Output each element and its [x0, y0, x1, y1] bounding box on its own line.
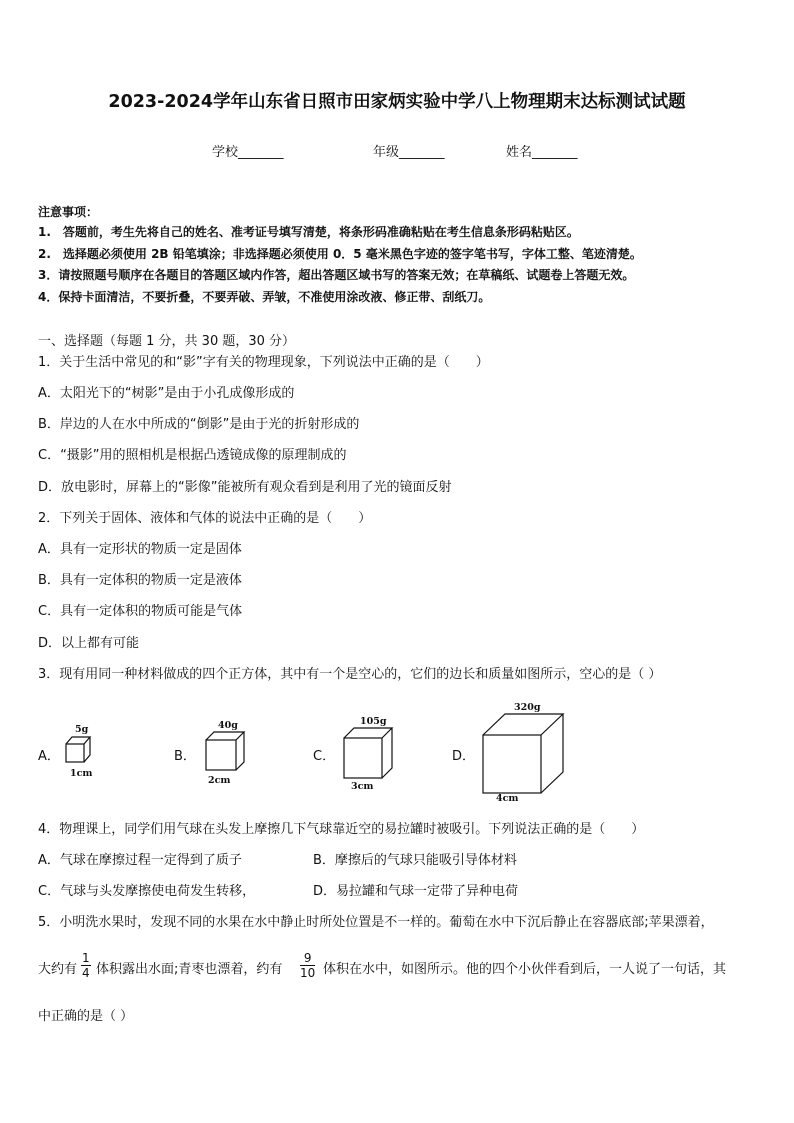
q1-option-b: B．岸边的人在水中所成的“倒影”是由于光的折射形成的 [38, 417, 360, 432]
cube-c [344, 728, 392, 778]
q3-b-edge: 2cm [208, 775, 231, 786]
notice-item-4: 4．保持卡面清洁，不要折叠，不要弄破、弄皱，不准使用涂改液、修正带、刮纸刀。 [38, 290, 491, 304]
q1-option-d: D．放电影时，屏幕上的“影像”能被所有观众看到是利用了光的镜面反射 [38, 480, 452, 495]
q5-text-c: 体积在水中，如图所示。他的四个小伙伴看到后，一人说了一句话，其 [323, 962, 727, 977]
q4-option-d: D．易拉罐和气球一定带了异种电荷 [313, 884, 519, 899]
q5-line-3: 中正确的是（ ） [38, 1009, 134, 1024]
q2-stem: 2．下列关于固体、液体和气体的说法中正确的是（ ） [38, 511, 372, 526]
q3-d-mass: 320g [514, 702, 541, 713]
q2-option-c: C．具有一定体积的物质可能是气体 [38, 604, 243, 619]
q5-line-1: 5．小明洗水果时，发现不同的水果在水中静止时所处位置是不一样的。葡萄在水中下沉后静止在容器底部;苹果漂着， [38, 915, 714, 930]
q2-option-d: D．以上都有可能 [38, 636, 140, 651]
notice-heading: 注意事项： [38, 205, 99, 219]
q5-frac2-denominator: 10 [300, 966, 316, 980]
q3-option-a-label: A． [38, 749, 60, 764]
cube-d [483, 714, 563, 793]
q5-text-b: 体积露出水面;青枣也漂着，约有 [96, 962, 283, 977]
q3-c-edge: 3cm [351, 781, 374, 792]
q3-c-mass: 105g [360, 716, 387, 727]
name-field: 姓名_______ [506, 145, 578, 160]
q3-a-mass: 5g [75, 724, 89, 735]
q3-option-b-label: B． [174, 749, 196, 764]
q4-option-c: C．气球与头发摩擦使电荷发生转移， [38, 884, 256, 899]
q2-option-a: A．具有一定形状的物质一定是固体 [38, 542, 242, 557]
q1-stem: 1．关于生活中常见的和“影”字有关的物理现象，下列说法中正确的是（ ） [38, 355, 489, 370]
q3-a-edge: 1cm [70, 768, 93, 779]
q5-frac2-numerator: 9 [300, 951, 315, 966]
grade-field: 年级_______ [373, 145, 445, 160]
notice-item-1: 1. 答题前，考生先将自己的姓名、准考证号填写清楚，将条形码准确粘贴在考生信息条形码粘贴区。 [38, 225, 579, 239]
q5-text-a: 大约有 [38, 962, 78, 977]
cube-a [66, 737, 90, 762]
q2-option-b: B．具有一定体积的物质一定是液体 [38, 573, 242, 588]
school-field: 学校_______ [212, 145, 284, 160]
q4-option-b: B．摩擦后的气球只能吸引导体材料 [313, 853, 517, 868]
q1-option-a: A．太阳光下的“树影”是由于小孔成像形成的 [38, 386, 295, 401]
notice-item-2: 2. 选择题必须使用 2B 铅笔填涂；非选择题必须使用 0．5 毫米黑色字迹的签字笔书写，字体工整、笔迹清楚。 [38, 247, 642, 261]
q5-fraction-one-quarter [81, 951, 91, 980]
q4-option-a: A．气球在摩擦过程一定得到了质子 [38, 853, 242, 868]
q3-d-edge: 4cm [496, 793, 519, 804]
q4-stem: 4．物理课上，同学们用气球在头发上摩擦几下气球靠近空的易拉罐时被吸引。下列说法正确的是（ ） [38, 822, 645, 837]
q3-cubes-figure [0, 700, 794, 810]
q3-option-c-label: C． [313, 749, 336, 764]
page-title: 2023-2024学年山东省日照市田家炳实验中学八上物理期末达标测试试题 [108, 92, 686, 112]
q5-frac1-denominator: 4 [82, 966, 90, 980]
cube-b [206, 732, 244, 770]
q3-option-d-label: D． [452, 749, 476, 764]
q1-option-c: C．“摄影”用的照相机是根据凸透镜成像的原理制成的 [38, 448, 347, 463]
q5-fraction-nine-tenths [300, 951, 315, 980]
q3-b-mass: 40g [218, 720, 238, 731]
q3-stem: 3．现有用同一种材料做成的四个正方体，其中有一个是空心的，它们的边长和质量如图所示，空心的是（ ） [38, 667, 662, 682]
notice-item-3: 3．请按照题号顺序在各题目的答题区域内作答，超出答题区域书写的答案无效；在草稿纸、试题卷上答题无效。 [38, 268, 635, 282]
section-heading: 一、选择题（每题 1 分，共 30 题，30 分） [38, 334, 296, 349]
q5-frac1-numerator: 1 [82, 951, 90, 965]
